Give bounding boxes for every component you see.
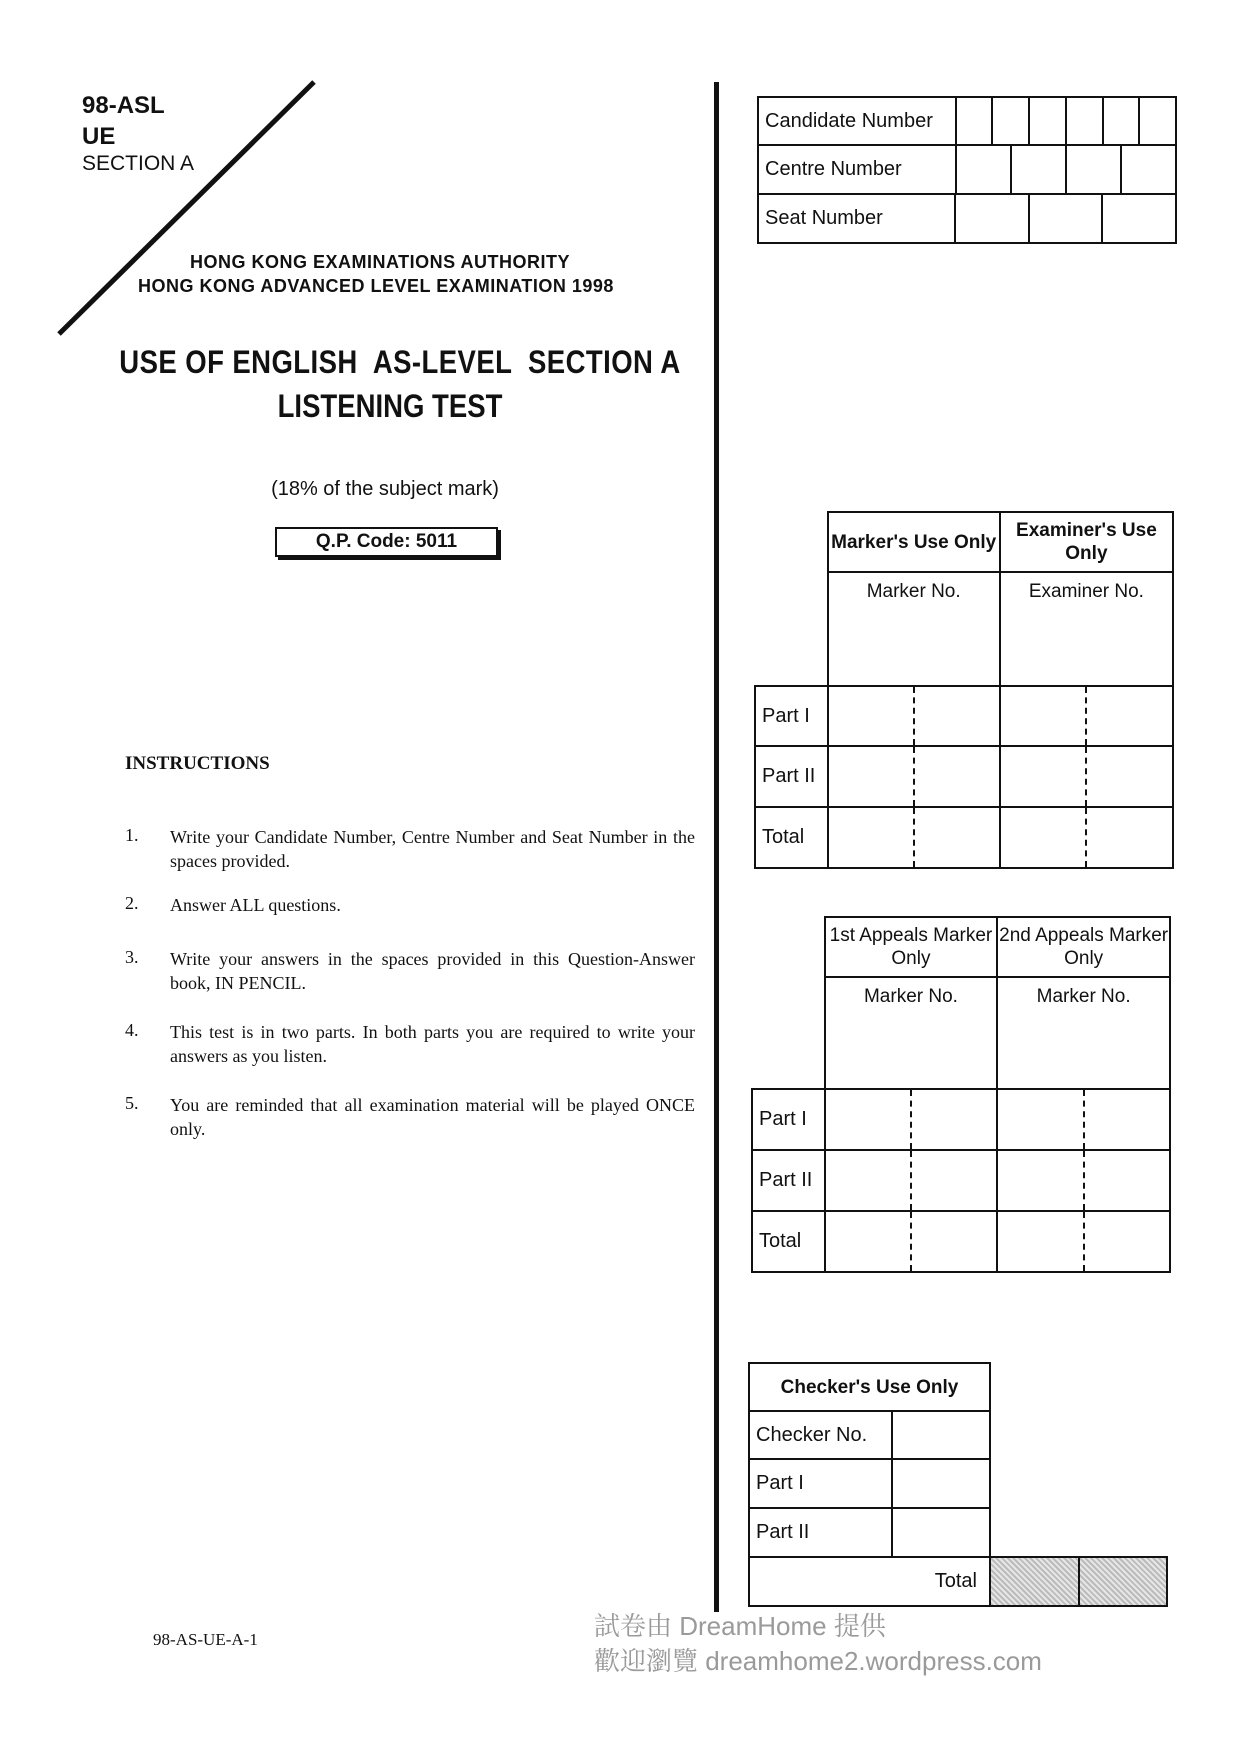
row-label-part-1: Part I [755,686,828,746]
authority-name: HONG KONG EXAMINATIONS AUTHORITY [190,252,570,272]
second-appeals-header: 2nd Appeals Marker Only [997,917,1170,977]
appeal-score-cell[interactable] [911,1150,997,1211]
instructions-heading: INSTRUCTIONS [125,753,270,774]
centre-number-label: Centre Number [758,145,956,194]
centre-digit-box[interactable] [1121,145,1176,194]
centre-digit-box[interactable] [1011,145,1066,194]
qp-code-box: Q.P. Code: 5011 [275,527,498,557]
instruction-text: You are reminded that all examination material will be played ONCE only. [170,1095,695,1139]
examiner-score-cell[interactable] [1000,807,1087,868]
candidate-digit-box[interactable] [1029,97,1066,145]
appeal-score-cell[interactable] [1084,1211,1170,1272]
instruction-text: Answer ALL questions. [170,895,341,915]
page-title: USE OF ENGLISH AS-LEVEL SECTION A [119,344,681,380]
watermark-line1: 試卷由 DreamHome 提供 [594,1611,886,1641]
row-label-total: Total [752,1211,825,1272]
instruction-number: 4. [125,1020,139,1040]
appeal-score-cell[interactable] [997,1089,1083,1150]
row-label-part-2: Part II [752,1150,825,1211]
marker-score-cell[interactable] [828,807,914,868]
row-label-part-2: Part II [755,746,828,807]
candidate-digit-box[interactable] [956,97,993,145]
examiner-score-cell[interactable] [1000,686,1087,746]
page-subtitle: LISTENING TEST [277,388,503,424]
appeal-score-cell[interactable] [997,1211,1083,1272]
examiner-use-header: Examiner's Use Only [1000,512,1173,572]
marker-score-cell[interactable] [828,686,914,746]
candidate-number-label: Candidate Number [758,97,956,145]
appeal-score-cell[interactable] [1084,1089,1170,1150]
instruction-number: 3. [125,947,139,967]
appeal-score-cell[interactable] [825,1211,911,1272]
marker-score-cell[interactable] [914,807,1000,868]
paper-code-line2: UE [82,123,116,150]
candidate-info-table [757,96,1177,146]
appeal-score-cell[interactable] [997,1150,1083,1211]
examiner-score-cell[interactable] [1086,686,1173,746]
seat-number-label: Seat Number [758,194,955,243]
examiner-score-cell[interactable] [1086,746,1173,807]
checker-total-shaded-cell [990,1557,1079,1606]
marker-use-header: Marker's Use Only [828,512,1000,572]
examiner-score-cell[interactable] [1000,746,1087,807]
mark-note: (18% of the subject mark) [271,478,499,500]
appeal-score-cell[interactable] [911,1211,997,1272]
instruction-text: Write your answers in the spaces provided in this Question-Answer book, IN PENCIL. [170,949,695,993]
second-appeals-marker-no-cell[interactable]: Marker No. [997,977,1170,1089]
instruction-number: 2. [125,893,139,913]
seat-digit-box[interactable] [1102,194,1176,243]
exam-name: HONG KONG ADVANCED LEVEL EXAMINATION 1998 [138,276,614,296]
paper-code-line1: 98-ASL [82,92,165,119]
candidate-digit-box[interactable] [1139,97,1176,145]
first-appeals-header: 1st Appeals Marker Only [825,917,998,977]
row-label-part-1: Part I [752,1089,825,1150]
appeal-score-cell[interactable] [825,1150,911,1211]
page-code-footer: 98-AS-UE-A-1 [153,1630,258,1649]
instruction-number: 1. [125,825,139,845]
checker-no-label: Checker No. [749,1411,892,1459]
paper-code [82,90,165,152]
appeals-table [751,916,1171,1273]
marker-examiner-table [754,511,1174,869]
appeal-score-cell[interactable] [825,1089,911,1150]
centre-digit-box[interactable] [956,145,1011,194]
examiner-no-cell[interactable]: Examiner No. [1000,572,1173,686]
candidate-digit-box[interactable] [1103,97,1140,145]
row-label-total: Total [755,807,828,868]
checker-no-cell[interactable] [892,1411,990,1459]
appeal-score-cell[interactable] [911,1089,997,1150]
marker-score-cell[interactable] [828,746,914,807]
appeal-score-cell[interactable] [1084,1150,1170,1211]
seat-info-table [757,193,1177,244]
seat-digit-box[interactable] [955,194,1029,243]
centre-digit-box[interactable] [1066,145,1121,194]
marker-score-cell[interactable] [914,746,1000,807]
section-label: SECTION A [82,152,195,175]
checker-part-2-cell[interactable] [892,1508,990,1557]
examiner-score-cell[interactable] [1086,807,1173,868]
instruction-number: 5. [125,1093,139,1113]
page-divider [714,82,719,1612]
centre-info-table [757,144,1177,195]
checker-total-shaded-cell [1079,1557,1167,1606]
checker-table [748,1362,1168,1607]
checker-part-1-label: Part I [749,1459,892,1508]
watermark-line2: 歡迎瀏覽 dreamhome2.wordpress.com [594,1646,1042,1676]
instruction-text: This test is in two parts. In both parts you are required to write your answers as you listen. [170,1022,695,1066]
checker-part-1-cell[interactable] [892,1459,990,1508]
marker-no-cell[interactable]: Marker No. [828,572,1000,686]
checker-total-label: Total [749,1557,990,1606]
seat-digit-box[interactable] [1029,194,1103,243]
candidate-digit-box[interactable] [1066,97,1103,145]
checker-part-2-label: Part II [749,1508,892,1557]
instruction-text: Write your Candidate Number, Centre Number and Seat Number in the spaces provided. [170,827,695,871]
corner-diagonal-rule [0,0,340,360]
marker-score-cell[interactable] [914,686,1000,746]
candidate-digit-box[interactable] [992,97,1029,145]
first-appeals-marker-no-cell[interactable]: Marker No. [825,977,998,1089]
checker-use-header: Checker's Use Only [749,1363,990,1411]
